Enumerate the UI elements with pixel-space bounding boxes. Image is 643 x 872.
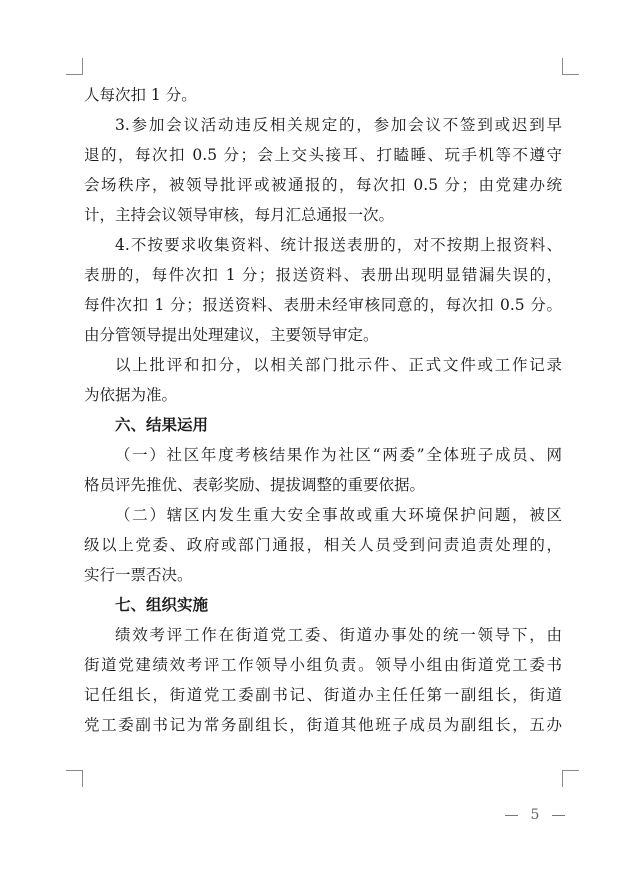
page-number-dash-left [505,815,518,816]
text-line: 记任组长，街道党工委副书记、街道办主任任第一副组长，街道 [84,686,562,704]
text-line: 退的，每次扣 0.5 分；会上交头接耳、打瞌睡、玩手机等不遵守 [84,146,562,164]
text-line: 街道党建绩效考评工作领导小组负责。领导小组由街道党工委书 [84,656,562,674]
text-line: 级以上党委、政府或部门通报，相关人员受到问责追责处理的， [84,536,562,554]
page-number-value: 5 [530,807,540,823]
text-line: 表册的，每件次扣 1 分；报送资料、表册出现明显错漏失误的， [84,266,562,284]
text-line: 由分管领导提出处理建议，主要领导审定。 [84,326,379,344]
page-number [505,805,565,825]
text-line: 计，主持会议领导审核，每月汇总通报一次。 [84,206,395,224]
document-body [84,80,562,740]
text-line: （一）社区年度考核结果作为社区“两委”全体班子成员、网 [115,446,562,464]
text-line: 党工委副书记为常务副组长，街道其他班子成员为副组长，五办 [84,716,562,734]
text-line: 会场秩序，被领导批评或被通报的，每次扣 0.5 分；由党建办统 [84,176,562,194]
text-line: 每件次扣 1 分；报送资料、表册未经审核同意的，每次扣 0.5 分。 [84,296,562,314]
text-line: 格员评先推优、表彰奖励、提拔调整的重要依据。 [84,476,426,494]
section-heading: 七、组织实施 [115,595,209,614]
text-line: （二）辖区内发生重大安全事故或重大环境保护问题，被区 [115,506,562,524]
page-number-dash-right [552,815,565,816]
text-line: 为依据为准。 [84,386,178,404]
crop-mark-bottom-left [66,770,83,787]
text-line: 3.参加会议活动违反相关规定的，参加会议不签到或迟到早 [115,116,562,134]
text-line: 绩效考评工作在街道党工委、街道办事处的统一领导下，由 [115,626,562,644]
text-line: 4.不按要求收集资料、统计报送表册的，对不按期上报资料、 [115,236,562,254]
text-line: 以上批评和扣分，以相关部门批示件、正式文件或工作记录 [115,356,562,374]
text-line: 实行一票否决。 [84,566,193,584]
section-heading: 六、结果运用 [115,415,209,434]
crop-mark-bottom-right [562,770,579,787]
crop-mark-top-right [562,58,579,75]
crop-mark-top-left [66,58,83,75]
text-line: 人每次扣 1 分。 [84,86,197,104]
